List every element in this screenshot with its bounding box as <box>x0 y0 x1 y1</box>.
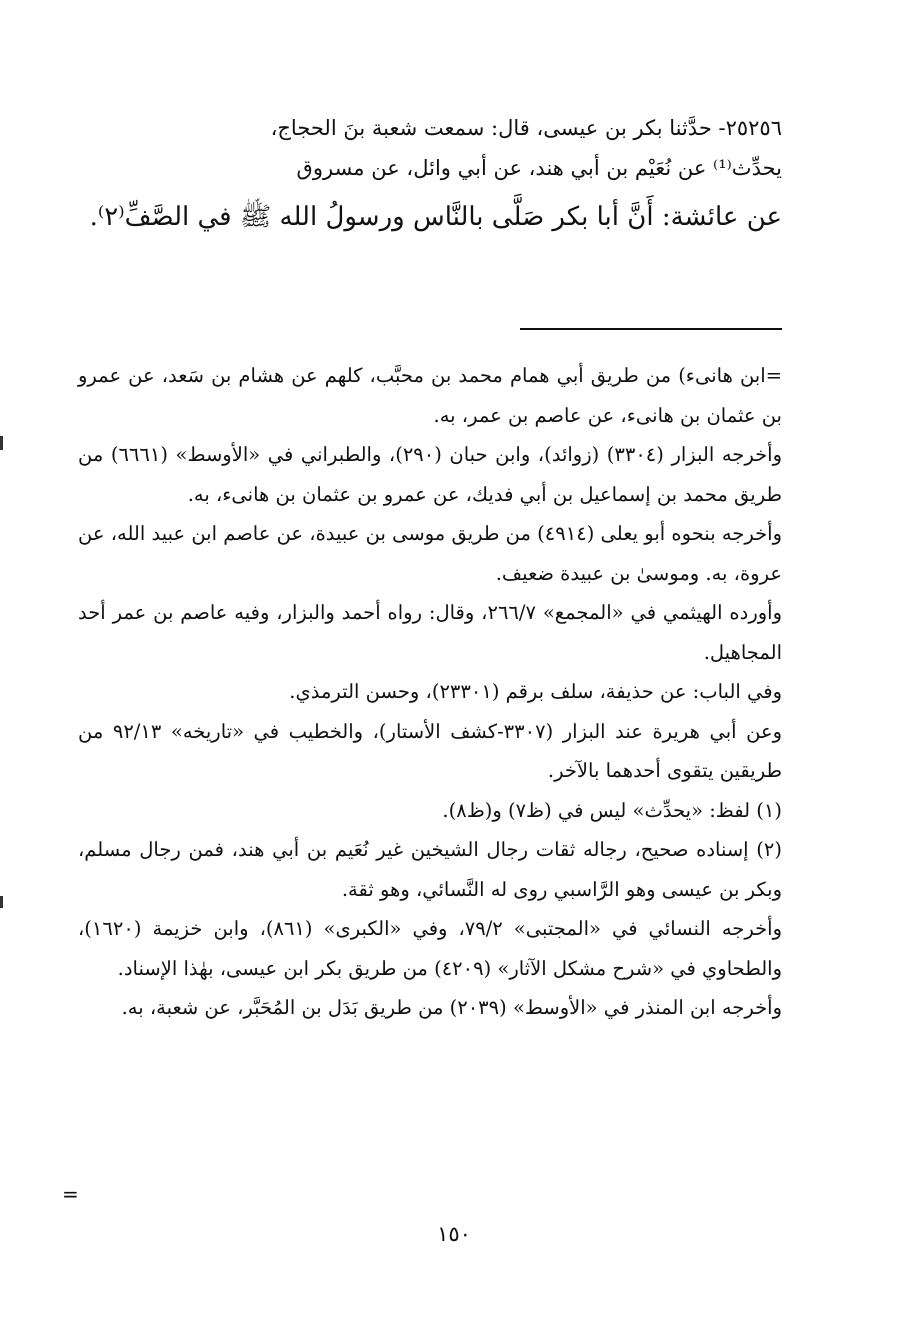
page-edge-mark <box>0 436 3 450</box>
footnote-1: (١) لفظ: «يحدِّث» ليس في (ظ٧) و(ظ٨). <box>442 798 782 822</box>
footnote-paragraph: وأخرجه البزار (٣٣٠٤) (زوائد)، وابن حبان (٢٩٠)، والطبراني في «الأوسط» (٦٦٦١) من طريق محمد بن إسماعيل بن أبي فديك، عن عمرو بن عثمان بن هانىء، به. <box>78 443 782 506</box>
footnote-paragraph: وأخرجه النسائي في «المجتبى» ٧٩/٢، وفي «الكبرى» (٨٦١)، وابن خزيمة (١٦٢٠)، والطحاوي في «شرح مشكل الآثار» (٤٢٠٩) من طريق بكر ابن عيسى، بهٰذا الإسناد. <box>78 917 782 980</box>
footnote-separator <box>520 328 782 330</box>
continuation-mark: = <box>62 1182 79 1206</box>
footnotes-section <box>78 356 782 1028</box>
footnote-paragraph: وأخرجه ابن المنذر في «الأوسط» (٢٠٣٩) من طريق بَدَل بن المُحَبَّر، عن شعبة، به. <box>121 996 782 1019</box>
page-number: ١٥٠ <box>437 1222 471 1246</box>
hadith-matn: عن عائشة: أَنَّ أبا بكر صَلَّى بالنَّاس ورسولُ الله ﷺ في الصَّفِّ⁽٢⁾. <box>89 202 782 232</box>
footnote-paragraph: وعن أبي هريرة عند البزار (٣٣٠٧-كشف الأستار)، والخطيب في «تاريخه» ٩٢/١٣ من طريقين يتقوى أحدهما بالآخر. <box>78 719 782 782</box>
footnote-2: (٢) إسناده صحيح، رجاله ثقات رجال الشيخين غير نُعَيم بن أبي هند، فمن رجال مسلم، وبكر بن عيسى وهو الرَّاسبي روى له النَّسائي، وهو ثقة. <box>78 838 782 901</box>
main-hadith-text <box>78 108 782 242</box>
footnote-continuation: =ابن هانىء) من طريق أبي همام محمد بن محبَّب، كلهم عن هشام بن سَعد، عن عمرو بن عثمان بن هانىء، عن عاصم بن عمر، به. <box>78 364 782 427</box>
footnote-paragraph: وفي الباب: عن حذيفة، سلف برقم (٢٣٣٠١)، وحسن الترمذي. <box>289 680 782 703</box>
page-edge-mark <box>0 896 3 908</box>
footnote-paragraph: وأخرجه بنحوه أبو يعلى (٤٩١٤) من طريق موسى بن عبيدة، عن عاصم ابن عبيد الله، عن عروة، به. وموسىٰ بن عبيدة ضعيف. <box>78 522 783 585</box>
footnote-paragraph: وأورده الهيثمي في «المجمع» ٢٦٦/٧، وقال: رواه أحمد والبزار، وفيه عاصم بن عمر أحد المجاهيل. <box>78 601 782 664</box>
hadith-intro-line-2: يحدِّث⁽¹⁾ عن نُعَيْم بن أبي هند، عن أبي وائل، عن مسروق <box>296 156 782 180</box>
hadith-intro-line-1: ٢٥٢٥٦- حدَّثنا بكر بن عيسى، قال: سمعت شعبة بنَ الحجاج، <box>270 116 782 140</box>
